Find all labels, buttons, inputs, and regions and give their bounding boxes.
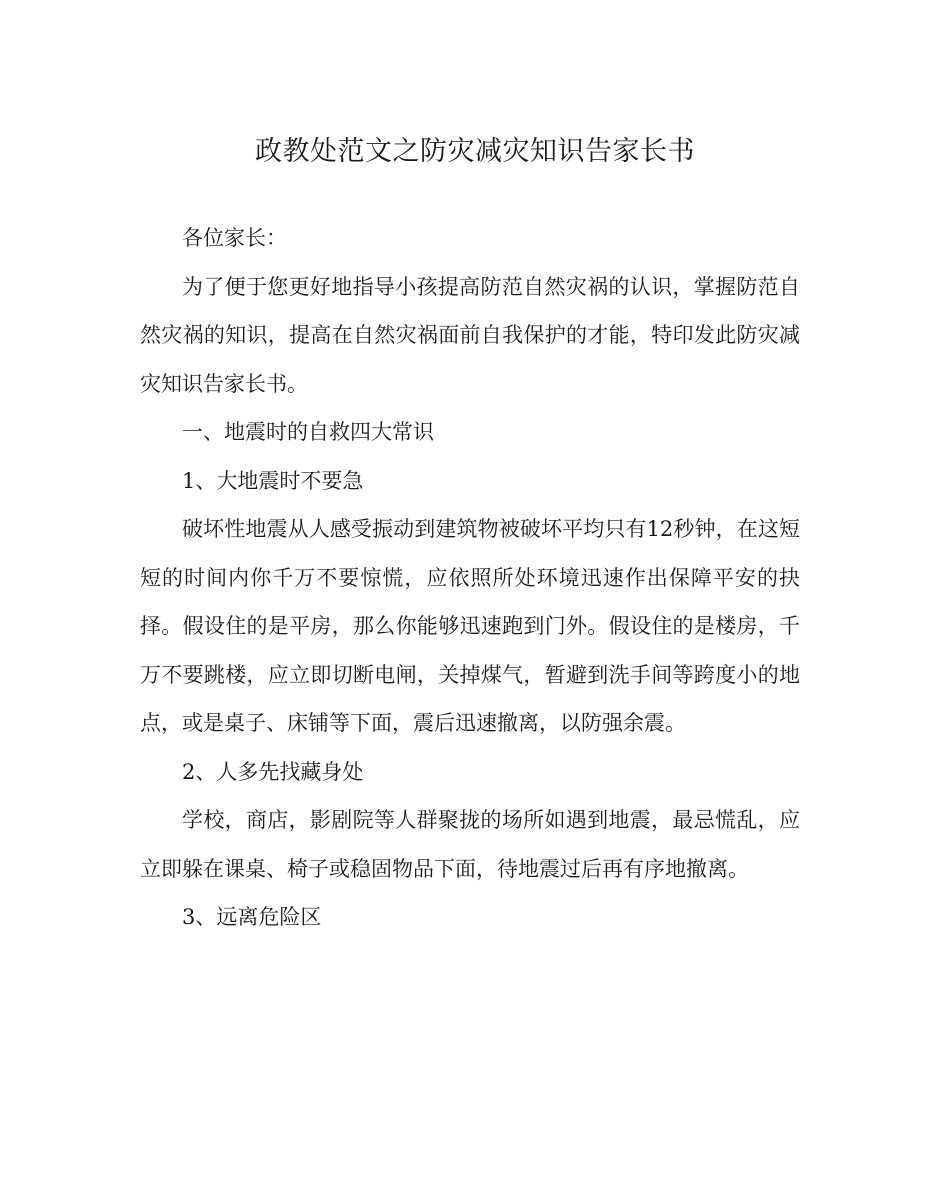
intro-paragraph: 为了便于您更好地指导小孩提高防范自然灾祸的认识，掌握防范自然灾祸的知识，提高在自然灾祸面前自我保护的才能，特印发此防灾减灾知识告家长书。 [140,274,800,396]
subheading-3: 3、远离危险区 [182,905,322,929]
paragraph-2: 学校，商店，影剧院等人群聚拢的场所如遇到地震，最忌慌乱，应立即躲在课桌、椅子或稳固物品下面，待地震过后再有序地撤离。 [140,808,800,881]
section-heading-earthquake: 一、地震时的自救四大常识 [182,420,434,444]
document-body [140,214,800,942]
paragraph-1: 破坏性地震从人感受振动到建筑物被破坏平均只有12秒钟，在这短短的时间内你千万不要惊慌，应依照所处环境迅速作出保障平安的抉择。假设住的是平房，那么你能够迅速跑到门外。假设住的是楼房，千万不要跳楼，应立即切断电闸，关掉煤气，暂避到洗手间等跨度小的地点，或是桌子、床铺等下面，震后迅速撤离，以防强余震。 [140,517,800,735]
salutation: 各位家长： [182,226,287,250]
document-title: 政教处范文之防灾减灾知识告家长书 [255,136,695,167]
subheading-2: 2、人多先找藏身处 [182,759,364,784]
subheading-1: 1、大地震时不要急 [182,468,364,493]
